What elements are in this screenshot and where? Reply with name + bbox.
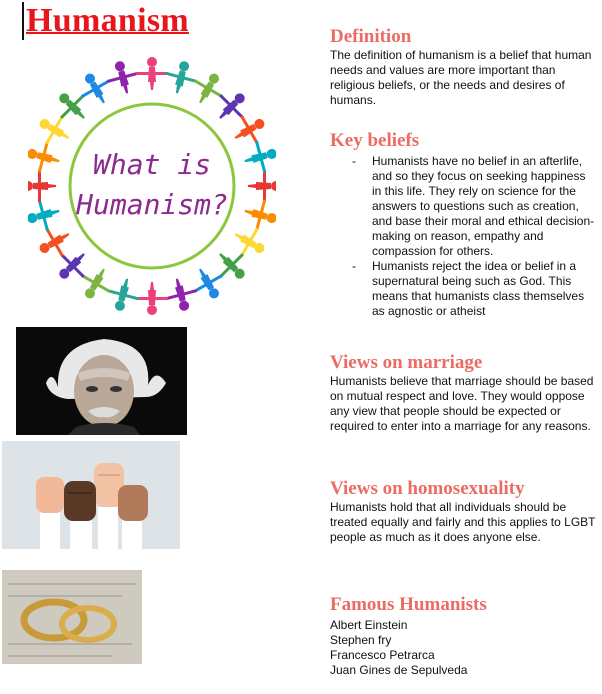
list-item: Stephen fry — [330, 633, 392, 647]
list-item: Francesco Petrarca — [330, 648, 435, 662]
graphic-text-line2: Humanism? — [76, 188, 228, 221]
person-figure — [103, 275, 142, 315]
list-item: - Humanists have no belief in an afterlife, and so they focus on seeking happiness in this life. They rely on science for the answers to questions such as creation, and base their moral and ethical decision-making on reason, empathy and compassion for others. — [352, 154, 596, 259]
raised-fists-photo — [2, 441, 180, 549]
person-figure — [28, 170, 56, 202]
person-figure — [209, 243, 255, 289]
person-figure — [32, 108, 77, 152]
person-figure — [186, 66, 230, 111]
what-is-humanism-graphic — [28, 44, 276, 322]
person-figure — [32, 220, 77, 264]
person-figure — [248, 170, 276, 202]
homosexuality-text: Humanists hold that all individuals should be treated equally and fairly and this applies to LGBT people as much as it does anyone else. — [330, 500, 596, 544]
person-figure — [74, 261, 118, 306]
page-title: Humanism — [22, 2, 189, 40]
graphic-text-line1: What is — [92, 148, 212, 181]
homosexuality-heading: Views on homosexuality — [330, 478, 525, 499]
person-figure — [103, 57, 142, 97]
key-beliefs-heading: Key beliefs — [330, 130, 420, 151]
marriage-heading: Views on marriage — [330, 352, 483, 373]
person-figure — [136, 57, 168, 90]
definition-section — [330, 26, 596, 108]
homosexuality-section — [330, 478, 596, 545]
einstein-photo — [16, 327, 187, 435]
key-beliefs-list — [330, 154, 596, 319]
person-figure — [49, 243, 95, 289]
person-figure — [161, 57, 200, 97]
marriage-text: Humanists believe that marriage should be based on mutual respect and love. They would oppose any view that people should be expected or required to enter into a marriage for any reasons. — [330, 374, 594, 433]
person-figure — [186, 261, 230, 306]
person-figure — [241, 137, 276, 176]
person-figure — [227, 108, 272, 152]
list-item: Juan Gines de Sepulveda — [330, 663, 468, 677]
famous-heading: Famous Humanists — [330, 594, 487, 615]
wedding-rings-photo — [2, 570, 142, 664]
person-figure — [227, 220, 272, 264]
famous-names-list — [330, 618, 596, 678]
key-beliefs-section — [330, 130, 596, 319]
person-figure — [136, 282, 168, 315]
person-figure — [161, 275, 200, 315]
person-figure — [28, 195, 63, 234]
person-figure — [74, 66, 118, 111]
marriage-section — [330, 352, 596, 434]
list-item: - Humanists reject the idea or belief in a supernatural being such as God. This means that humanists class themselves as agnostic or atheist — [352, 259, 596, 319]
definition-text: The definition of humanism is a belief that human needs and values are more important than religious beliefs, or the needs and desires of humans. — [330, 48, 592, 107]
definition-heading: Definition — [330, 26, 412, 47]
famous-humanists-section — [330, 594, 596, 678]
list-item: Albert Einstein — [330, 618, 408, 632]
person-figure — [49, 83, 95, 129]
person-figure — [209, 83, 255, 129]
